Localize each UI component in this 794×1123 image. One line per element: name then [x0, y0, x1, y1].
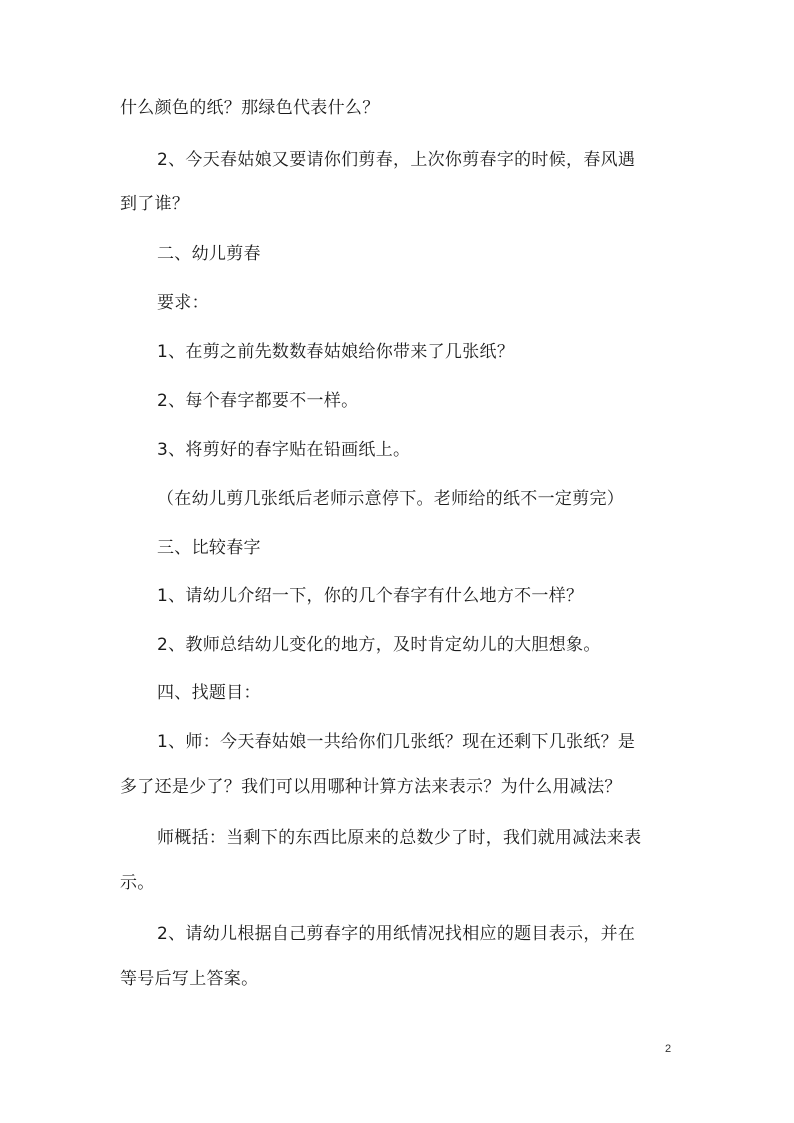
list-item: 1、师：今天春姑娘一共给你们几张纸？现在还剩下几张纸？是 [157, 732, 636, 752]
list-item: 3、将剪好的春字贴在铅画纸上。 [157, 440, 411, 460]
page-number: 2 [665, 1043, 672, 1055]
section-heading: 四、找题目： [157, 683, 261, 703]
text-line: 多了还是少了？我们可以用哪种计算方法来表示？为什么用减法？ [120, 777, 622, 797]
section-heading: 三、比较春字 [157, 538, 261, 558]
text-line: 示。 [120, 873, 155, 893]
list-item: 2、每个春字都要不一样。 [157, 391, 359, 411]
list-item: 2、教师总结幼儿变化的地方，及时肯定幼儿的大胆想象。 [157, 635, 601, 655]
text-line: （在幼儿剪几张纸后老师示意停下。老师给的纸不一定剪完） [157, 489, 625, 509]
text-line: 要求： [157, 293, 209, 313]
list-item: 1、请幼儿介绍一下，你的几个春字有什么地方不一样？ [157, 586, 584, 606]
text-line: 什么颜色的纸？那绿色代表什么？ [120, 98, 380, 118]
text-line: 师概括：当剩下的东西比原来的总数少了时，我们就用减法来表 [157, 828, 642, 848]
text-line: 等号后写上答案。 [120, 969, 259, 989]
text-line: 2、今天春姑娘又要请你们剪春，上次你剪春字的时候，春风遇 [157, 150, 636, 170]
list-item: 2、请幼儿根据自己剪春字的用纸情况找相应的题目表示，并在 [157, 924, 636, 944]
section-heading: 二、幼儿剪春 [157, 244, 261, 264]
list-item: 1、在剪之前先数数春姑娘给你带来了几张纸？ [157, 342, 515, 362]
text-line: 到了谁？ [120, 194, 190, 214]
